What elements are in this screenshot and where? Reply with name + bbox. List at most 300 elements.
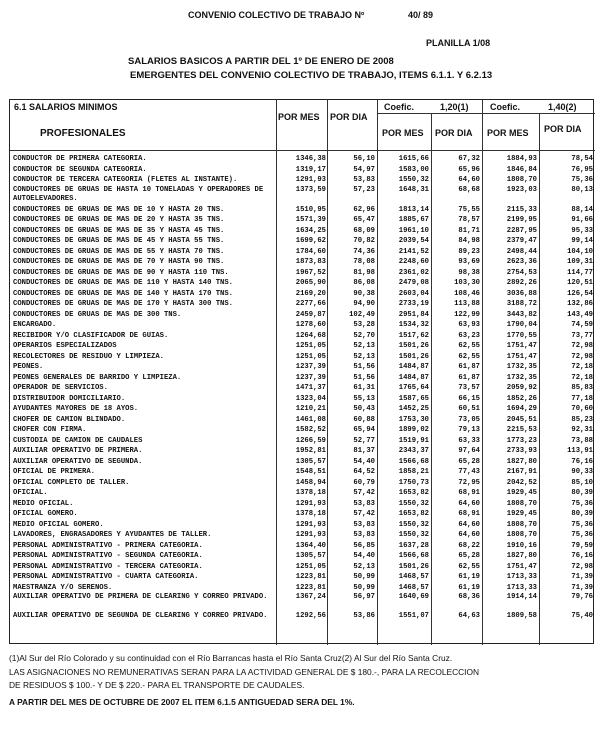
- row-category: OFICIAL DE PRIMERA.: [13, 468, 95, 476]
- row-value: 1251,05: [295, 352, 326, 361]
- row-category: CONDUCTOR DE TERCERA CATEGORIA (FLETES AL INSTANTE).: [13, 176, 238, 184]
- row-value: 72,98: [571, 352, 593, 361]
- row-value: 81,71: [458, 226, 480, 235]
- row-value: 2277,66: [295, 300, 326, 308]
- row-value: 1251,05: [295, 342, 326, 350]
- row-value: 2733,19: [398, 300, 429, 308]
- row-value: 1291,93: [295, 520, 326, 529]
- row-value: 1967,52: [295, 268, 326, 277]
- row-value: 2379,47: [506, 237, 537, 245]
- row-value: 1852,26: [506, 394, 537, 403]
- row-value: 1858,21: [398, 468, 429, 476]
- subtitle-date: SALARIOS BASICOS A PARTIR DEL 1º DE ENERO DE 2008: [128, 56, 394, 67]
- row-value: 1566,68: [398, 552, 429, 560]
- row-category: CONDUCTORES DE GRUAS DE MAS DE 140 Y HASTA 170 TNS.: [13, 289, 233, 298]
- subtitle-items: EMERGENTES DEL CONVENIO COLECTIVO DE TRABAJO, ITEMS 6.1.1. Y 6.2.13: [130, 70, 493, 81]
- row-category: CONDUCTOR DE PRIMERA CATEGORIA.: [13, 155, 147, 163]
- row-value: 64,60: [458, 499, 480, 508]
- row-value: 1923,03: [506, 185, 537, 194]
- row-value: 1784,60: [295, 247, 326, 256]
- coef1-label: Coefic.: [384, 102, 415, 112]
- row-value: 2623,36: [506, 258, 537, 266]
- row-category: LAVADORES, ENGRASADORES Y AYUDANTES DE TALLER.: [13, 531, 212, 539]
- row-category: OFICIAL COMPLETO DE TALLER.: [13, 478, 130, 487]
- row-value: 114,77: [567, 268, 593, 277]
- table-row: [10, 310, 593, 321]
- row-value: 78,08: [353, 258, 375, 266]
- row-value: 1751,47: [506, 352, 537, 361]
- row-value: 63,23: [458, 331, 480, 340]
- row-value: 1808,70: [506, 520, 537, 529]
- row-value: 51,56: [353, 373, 375, 382]
- table-row: [10, 352, 593, 363]
- row-value: 1484,87: [398, 363, 429, 371]
- row-value: 64,60: [458, 520, 480, 529]
- row-value: 76,16: [571, 457, 593, 466]
- col-por-dia-coef1: POR DIA: [435, 128, 473, 138]
- row-value: 1713,33: [506, 573, 537, 581]
- row-value: 75,36: [571, 531, 593, 539]
- row-value: 62,55: [458, 342, 480, 350]
- row-value: 122,99: [454, 310, 480, 319]
- row-category: OPERADOR DE SERVICIOS.: [13, 384, 108, 392]
- table-row: [10, 520, 593, 531]
- row-value: 97,64: [458, 447, 480, 455]
- row-value: 2498,44: [506, 247, 537, 256]
- row-category: PERSONAL ADMINISTRATIVO - CUARTA CATEGORIA.: [13, 573, 199, 581]
- footnote-seniority: A PARTIR DEL MES DE OCTUBRE DE 2007 EL ITEM 6.1.5 ANTIGUEDAD SERA DEL 1%.: [9, 697, 355, 707]
- table-row: [10, 583, 593, 594]
- table-row: [10, 373, 593, 384]
- row-value: 79,13: [458, 426, 480, 434]
- row-value: 63,33: [458, 436, 480, 445]
- row-value: 54,40: [353, 457, 375, 466]
- row-value: 1582,52: [295, 426, 326, 434]
- row-value: 68,91: [458, 510, 480, 518]
- row-value: 61,19: [458, 573, 480, 581]
- row-value: 2754,53: [506, 268, 537, 277]
- row-value: 60,88: [353, 415, 375, 424]
- row-value: 1278,60: [295, 321, 326, 329]
- row-value: 70,60: [571, 405, 593, 413]
- row-value: 62,55: [458, 352, 480, 361]
- header-divider: [10, 150, 595, 151]
- row-category: OPERARIOS ESPECIALIZADOS: [13, 342, 117, 350]
- row-value: 1827,80: [506, 552, 537, 560]
- row-value: 52,13: [353, 562, 375, 571]
- row-value: 53,83: [353, 520, 375, 529]
- row-value: 68,09: [353, 226, 375, 235]
- row-category: PEONES.: [13, 363, 44, 371]
- row-value: 85,23: [571, 415, 593, 424]
- row-value: 1751,47: [506, 562, 537, 571]
- table-row: [10, 404, 593, 415]
- row-value: 1373,59: [295, 185, 326, 194]
- row-value: 61,19: [458, 583, 480, 592]
- row-value: 50,99: [353, 583, 375, 592]
- row-value: 1519,91: [398, 436, 429, 445]
- row-value: 1237,39: [295, 363, 326, 371]
- table-row: [10, 446, 593, 457]
- row-value: 1571,39: [295, 216, 326, 224]
- row-value: 1699,62: [295, 237, 326, 245]
- row-value: 1291,93: [295, 499, 326, 508]
- row-value: 62,96: [353, 205, 375, 214]
- row-value: 76,95: [571, 165, 593, 174]
- footnote-regions: (1)Al Sur del Río Colorado y su continuidad con el Río Barrancas hasta el Río Santa Cruz(2) Al Sur del Río Santa Cruz.: [9, 653, 453, 663]
- row-category: OFICIAL.: [13, 489, 48, 497]
- row-category: CONDUCTORES DE GRUAS DE MAS DE 70 Y HASTA 90 TNS.: [13, 258, 225, 266]
- table-row: [10, 331, 593, 342]
- row-value: 1291,93: [295, 176, 326, 184]
- row-value: 77,43: [458, 468, 480, 476]
- row-value: 60,51: [458, 405, 480, 413]
- row-value: 1484,87: [398, 373, 429, 382]
- row-value: 72,18: [571, 363, 593, 371]
- row-value: 98,38: [458, 268, 480, 277]
- row-value: 64,60: [458, 176, 480, 184]
- row-value: 74,36: [353, 247, 375, 256]
- row-value: 94,90: [353, 300, 375, 308]
- row-value: 55,13: [353, 394, 375, 403]
- row-value: 1566,68: [398, 457, 429, 466]
- row-value: 2951,84: [398, 310, 429, 319]
- row-value: 56,97: [353, 593, 375, 601]
- table-row: [10, 478, 593, 489]
- row-value: 1790,04: [506, 321, 537, 329]
- table-row: [10, 278, 593, 289]
- row-value: 73,88: [571, 436, 593, 445]
- row-value: 1264,68: [295, 331, 326, 340]
- row-value: 1732,35: [506, 373, 537, 382]
- row-value: 2169,20: [295, 289, 326, 298]
- row-category: CONDUCTORES DE GRUAS DE MAS DE 10 Y HASTA 20 TNS.: [13, 205, 225, 214]
- row-category: AUXILIAR OPERATIVO DE SEGUNDA DE CLEARING Y CORREO PRIVADO.: [13, 612, 268, 620]
- row-value: 1452,25: [398, 405, 429, 413]
- row-value: 1517,62: [398, 331, 429, 340]
- table-row: [10, 165, 593, 176]
- row-category: CONDUCTORES DE GRUAS DE HASTA 10 TONELADAS Y OPERADORES DE AUTOELEVADORES.: [13, 185, 264, 203]
- row-value: 65,96: [458, 165, 480, 174]
- row-value: 3443,82: [506, 310, 537, 319]
- row-category: PEONES GENERALES DE BARRIDO Y LIMPIEZA.: [13, 373, 182, 382]
- row-value: 56,85: [353, 541, 375, 550]
- row-category: CONDUCTOR DE SEGUNDA CATEGORIA.: [13, 165, 147, 174]
- table-row: [10, 530, 593, 541]
- row-value: 85,10: [571, 478, 593, 487]
- row-value: 80,39: [571, 489, 593, 497]
- row-value: 2199,95: [506, 216, 537, 224]
- row-value: 53,83: [353, 499, 375, 508]
- row-value: 1773,23: [506, 436, 537, 445]
- row-value: 91,66: [571, 216, 593, 224]
- row-value: 56,10: [353, 155, 375, 163]
- table-row: [10, 186, 593, 205]
- row-value: 2045,51: [506, 415, 537, 424]
- planilla-number: PLANILLA 1/08: [426, 38, 491, 48]
- row-value: 1615,66: [398, 155, 429, 163]
- row-value: 72,98: [571, 562, 593, 571]
- row-value: 2892,26: [506, 279, 537, 287]
- row-value: 1653,82: [398, 510, 429, 518]
- row-value: 1753,30: [398, 415, 429, 424]
- row-value: 78,54: [571, 155, 593, 163]
- table-row: [10, 415, 593, 426]
- table-row: [10, 247, 593, 258]
- row-value: 1808,70: [506, 531, 537, 539]
- row-category: AUXILIAR OPERATIVO DE PRIMERA DE CLEARING Y CORREO PRIVADO.: [13, 593, 268, 601]
- col-por-dia-coef2: POR DIA: [544, 124, 582, 134]
- row-value: 86,08: [353, 279, 375, 287]
- row-value: 1510,95: [295, 205, 326, 214]
- row-value: 1471,37: [295, 384, 326, 392]
- row-value: 1548,51: [295, 468, 326, 476]
- row-value: 1210,21: [295, 405, 326, 413]
- coef2-value: 1,40(2): [548, 102, 577, 112]
- row-value: 2042,52: [506, 478, 537, 487]
- table-row: [10, 593, 593, 612]
- row-value: 73,77: [571, 331, 593, 340]
- row-value: 1223,81: [295, 583, 326, 592]
- row-value: 50,43: [353, 405, 375, 413]
- row-value: 1501,26: [398, 562, 429, 571]
- row-value: 1910,16: [506, 541, 537, 550]
- row-value: 72,18: [571, 373, 593, 382]
- row-value: 2343,37: [398, 447, 429, 455]
- row-value: 92,31: [571, 426, 593, 434]
- row-value: 1751,47: [506, 342, 537, 350]
- row-value: 1551,07: [398, 612, 429, 620]
- row-value: 1637,28: [398, 541, 429, 550]
- row-category: DISTRIBUIDOR DOMICILIARIO.: [13, 394, 126, 403]
- row-value: 65,28: [458, 457, 480, 466]
- table-row: [10, 362, 593, 373]
- row-value: 1305,57: [295, 457, 326, 466]
- row-value: 95,33: [571, 226, 593, 235]
- row-value: 1468,57: [398, 573, 429, 581]
- row-value: 54,40: [353, 552, 375, 560]
- row-value: 3188,72: [506, 300, 537, 308]
- row-category: RECOLECTORES DE RESIDUO Y LIMPIEZA.: [13, 352, 164, 361]
- row-value: 79,59: [571, 541, 593, 550]
- col-por-mes: POR MES: [278, 112, 320, 122]
- col-por-mes-coef1: POR MES: [382, 128, 424, 138]
- row-value: 54,97: [353, 165, 375, 174]
- row-value: 1251,05: [295, 562, 326, 571]
- table-row: [10, 257, 593, 268]
- row-category: PERSONAL ADMINISTRATIVO - PRIMERA CATEGORIA.: [13, 541, 203, 550]
- row-value: 1653,82: [398, 489, 429, 497]
- row-value: 81,98: [353, 268, 375, 277]
- row-value: 85,83: [571, 384, 593, 392]
- table-row: [10, 572, 593, 583]
- row-value: 1765,64: [398, 384, 429, 392]
- row-value: 104,10: [567, 247, 593, 256]
- row-category: OFICIAL GOMERO.: [13, 510, 78, 518]
- row-value: 1223,81: [295, 573, 326, 581]
- table-row: [10, 175, 593, 186]
- row-value: 1808,70: [506, 499, 537, 508]
- table-row: [10, 236, 593, 247]
- row-value: 1899,02: [398, 426, 429, 434]
- row-value: 57,23: [353, 185, 375, 194]
- row-value: 108,46: [454, 289, 480, 298]
- row-value: 50,99: [353, 573, 375, 581]
- row-value: 77,18: [571, 394, 593, 403]
- row-value: 52,77: [353, 436, 375, 445]
- row-value: 63,93: [458, 321, 480, 329]
- table-row: [10, 383, 593, 394]
- row-value: 64,52: [353, 468, 375, 476]
- row-value: 84,98: [458, 237, 480, 245]
- row-value: 2167,91: [506, 468, 537, 476]
- row-value: 1813,14: [398, 205, 429, 214]
- row-value: 143,49: [567, 310, 593, 319]
- row-value: 1367,24: [295, 593, 326, 601]
- row-value: 1291,93: [295, 531, 326, 539]
- table-row: [10, 509, 593, 520]
- row-value: 90,38: [353, 289, 375, 298]
- row-value: 62,55: [458, 562, 480, 571]
- row-value: 120,51: [567, 279, 593, 287]
- row-category: ENCARGADO.: [13, 321, 57, 329]
- row-value: 57,42: [353, 489, 375, 497]
- table-row: [10, 341, 593, 352]
- row-value: 113,91: [567, 447, 593, 455]
- table-row: [10, 467, 593, 478]
- row-value: 113,88: [454, 300, 480, 308]
- row-value: 53,28: [353, 321, 375, 329]
- table-row: [10, 289, 593, 300]
- row-value: 1534,32: [398, 321, 429, 329]
- row-value: 1292,56: [295, 612, 326, 620]
- row-category: CONDUCTORES DE GRUAS DE MAS DE 45 Y HASTA 55 TNS.: [13, 237, 225, 245]
- table-row: [10, 541, 593, 552]
- row-value: 68,91: [458, 489, 480, 497]
- row-category: MEDIO OFICIAL GOMERO.: [13, 520, 104, 529]
- row-value: 1827,80: [506, 457, 537, 466]
- row-value: 2287,95: [506, 226, 537, 235]
- row-value: 1648,31: [398, 185, 429, 194]
- table-row: [10, 425, 593, 436]
- row-value: 1770,55: [506, 331, 537, 340]
- row-value: 72,98: [571, 342, 593, 350]
- row-value: 2065,90: [295, 279, 326, 287]
- row-value: 2459,87: [295, 310, 326, 319]
- row-category: CONDUCTORES DE GRUAS DE MAS DE 55 Y HASTA 70 TNS.: [13, 247, 225, 256]
- row-value: 2479,08: [398, 279, 429, 287]
- row-value: 1583,00: [398, 165, 429, 174]
- table-row: [10, 215, 593, 226]
- row-value: 75,40: [571, 612, 593, 620]
- row-value: 52,70: [353, 331, 375, 340]
- table-row: [10, 499, 593, 510]
- row-category: CONDUCTORES DE GRUAS DE MAS DE 170 Y HASTA 300 TNS.: [13, 300, 233, 308]
- row-value: 2361,02: [398, 268, 429, 277]
- table-row: [10, 268, 593, 279]
- row-value: 73,05: [458, 415, 480, 424]
- row-value: 1501,26: [398, 342, 429, 350]
- row-category: AUXILIAR OPERATIVO DE PRIMERA.: [13, 447, 143, 455]
- document-title: CONVENIO COLECTIVO DE TRABAJO Nº: [188, 10, 365, 20]
- row-value: 80,39: [571, 510, 593, 518]
- row-value: 1929,45: [506, 489, 537, 497]
- row-value: 64,60: [458, 531, 480, 539]
- table-row: [10, 612, 593, 631]
- row-value: 1501,26: [398, 352, 429, 361]
- table-row: [10, 299, 593, 310]
- row-value: 88,14: [571, 205, 593, 214]
- row-value: 1305,57: [295, 552, 326, 560]
- row-value: 1640,69: [398, 593, 429, 601]
- row-value: 1587,65: [398, 394, 429, 403]
- row-value: 126,54: [567, 289, 593, 298]
- coef2-label: Coefic.: [490, 102, 521, 112]
- row-value: 1237,39: [295, 373, 326, 382]
- row-value: 68,68: [458, 185, 480, 194]
- row-value: 65,47: [353, 216, 375, 224]
- row-value: 99,14: [571, 237, 593, 245]
- coef1-value: 1,20(1): [440, 102, 469, 112]
- row-value: 68,36: [458, 593, 480, 601]
- page-number: 40/ 89: [408, 10, 434, 20]
- row-value: 2733,93: [506, 447, 537, 455]
- table-row: [10, 205, 593, 216]
- row-value: 103,30: [454, 279, 480, 287]
- row-category: AYUDANTES MAYORES DE 18 AYOS.: [13, 405, 139, 413]
- salary-table: [9, 99, 594, 644]
- row-category: MAESTRANZA Y/O SERENOS.: [13, 583, 113, 592]
- row-value: 61,31: [353, 384, 375, 392]
- row-value: 78,57: [458, 216, 480, 224]
- table-row: [10, 457, 593, 468]
- row-value: 65,28: [458, 552, 480, 560]
- row-value: 75,36: [571, 176, 593, 184]
- table-row: [10, 226, 593, 237]
- table-row: [10, 394, 593, 405]
- row-category: CONDUCTORES DE GRUAS DE MAS DE 90 Y HASTA 110 TNS.: [13, 268, 229, 277]
- footnote-allowances: LAS ASIGNACIONES NO REMUNERATIVAS SERAN PARA LA ACTIVIDAD GENERAL DE $ 180.-, PARA LA RECOLECCION: [9, 667, 480, 677]
- row-value: 61,87: [458, 373, 480, 382]
- row-value: 1713,33: [506, 583, 537, 592]
- row-value: 109,31: [567, 258, 593, 266]
- row-value: 52,13: [353, 352, 375, 361]
- row-value: 71,39: [571, 583, 593, 592]
- row-value: 72,95: [458, 478, 480, 487]
- table-row: [10, 488, 593, 499]
- row-value: 132,86: [567, 300, 593, 308]
- row-value: 1550,32: [398, 176, 429, 184]
- row-value: 1468,57: [398, 583, 429, 592]
- row-value: 66,15: [458, 394, 480, 403]
- row-value: 1364,40: [295, 541, 326, 550]
- row-value: 1378,18: [295, 510, 326, 518]
- row-value: 1634,25: [295, 226, 326, 235]
- row-value: 93,69: [458, 258, 480, 266]
- row-value: 1458,94: [295, 478, 326, 487]
- row-value: 65,94: [353, 426, 375, 434]
- section-heading: 6.1 SALARIOS MINIMOS: [14, 102, 118, 112]
- row-value: 1323,04: [295, 394, 326, 403]
- row-value: 73,57: [458, 384, 480, 392]
- row-category: RECIBIDOR Y/O CLASIFICADOR DE GUIAS.: [13, 331, 169, 340]
- row-value: 80,13: [571, 185, 593, 194]
- row-category: CUSTODIA DE CAMION DE CAUDALES: [13, 436, 143, 445]
- row-value: 79,76: [571, 593, 593, 601]
- row-value: 1961,10: [398, 226, 429, 235]
- row-value: 53,86: [353, 612, 375, 620]
- row-value: 67,32: [458, 155, 480, 163]
